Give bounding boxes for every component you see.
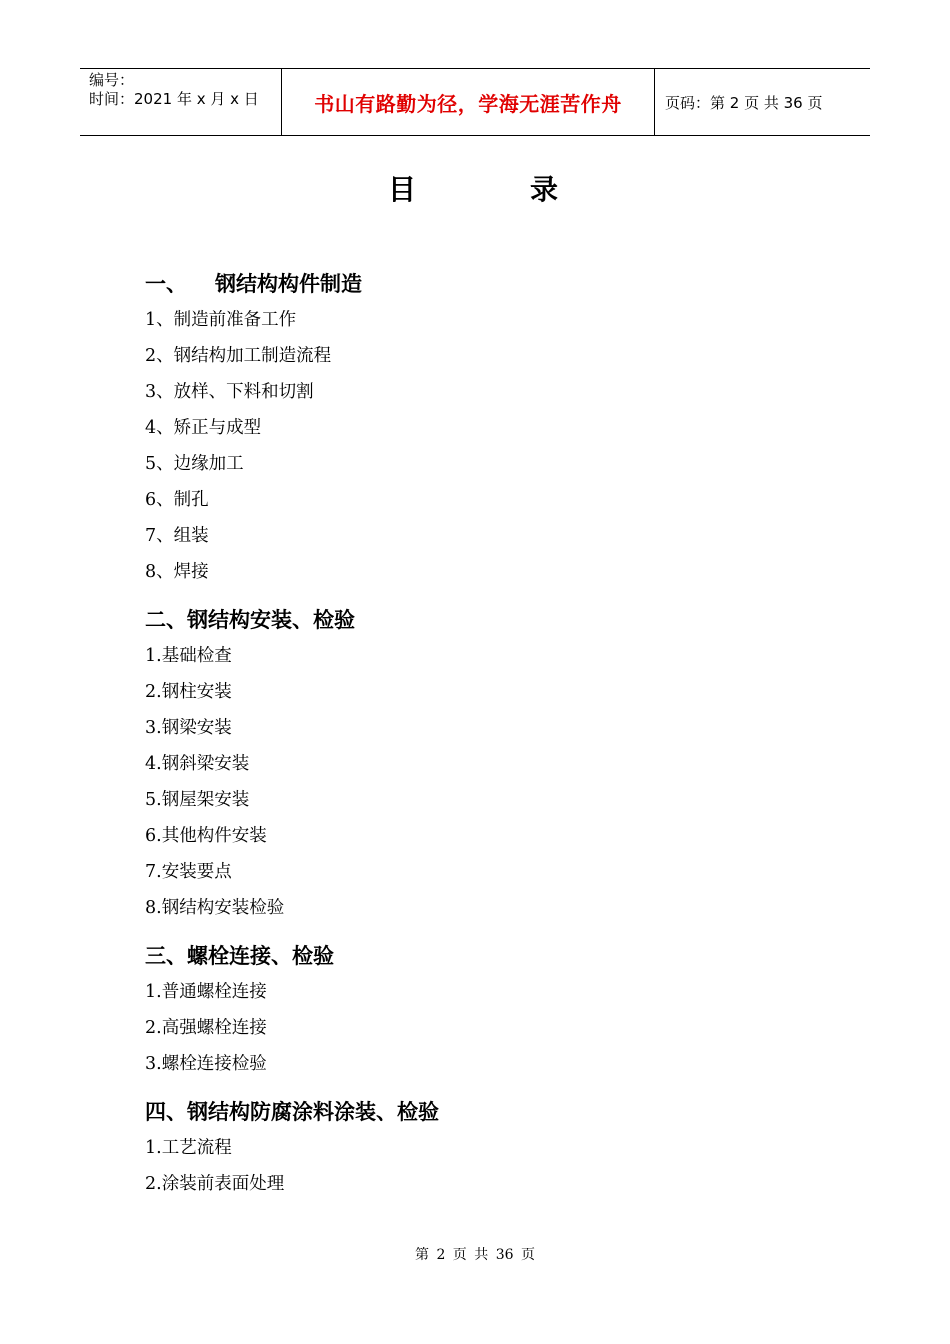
section-number: 二、 <box>145 608 187 632</box>
header-meta-cell <box>80 69 282 135</box>
toc-title-left: 目 <box>387 173 420 206</box>
toc-item[interactable]: 4、矫正与成型 <box>145 418 262 438</box>
section-title: 钢结构防腐涂料涂装、检验 <box>187 1100 439 1124</box>
toc-title <box>0 168 950 208</box>
section-title: 钢结构构件制造 <box>215 272 362 296</box>
toc-item[interactable]: 2.钢柱安装 <box>145 682 232 702</box>
toc-item[interactable]: 1、制造前准备工作 <box>145 310 297 330</box>
table-of-contents <box>145 266 845 1202</box>
toc-item[interactable]: 1.普通螺栓连接 <box>145 982 267 1002</box>
section-number: 三、 <box>145 944 187 968</box>
toc-item[interactable]: 3、放样、下料和切割 <box>145 382 314 402</box>
toc-item[interactable]: 1.工艺流程 <box>145 1138 232 1158</box>
section-title: 螺栓连接、检验 <box>187 944 334 968</box>
header-time-label: 时间：2021 年 x 月 x 日 <box>89 90 259 108</box>
toc-item[interactable]: 2.高强螺栓连接 <box>145 1018 267 1038</box>
header-motto: 书山有路勤为径，学海无涯苦作舟 <box>314 91 622 116</box>
toc-item[interactable]: 7、组装 <box>145 526 209 546</box>
toc-item[interactable]: 1.基础检查 <box>145 646 232 666</box>
toc-section-4[interactable] <box>145 1094 845 1130</box>
toc-title-right: 录 <box>530 173 563 206</box>
toc-item[interactable]: 5、边缘加工 <box>145 454 244 474</box>
header-motto-cell <box>282 69 655 135</box>
header-number-label: 编号： <box>89 71 135 89</box>
footer-page-number: 第 2 页 共 36 页 <box>415 1247 535 1263</box>
toc-item[interactable]: 6、制孔 <box>145 490 209 510</box>
toc-section-3[interactable] <box>145 938 845 974</box>
toc-item[interactable]: 2.涂装前表面处理 <box>145 1174 285 1194</box>
toc-item[interactable]: 3.钢梁安装 <box>145 718 232 738</box>
section-number: 一、 <box>145 272 187 296</box>
section-number: 四、 <box>145 1100 187 1124</box>
toc-section-2[interactable] <box>145 602 845 638</box>
document-header <box>80 68 870 136</box>
toc-item[interactable]: 2、钢结构加工制造流程 <box>145 346 332 366</box>
toc-section-1[interactable] <box>145 266 845 302</box>
toc-item[interactable]: 8、焊接 <box>145 562 209 582</box>
page-footer <box>0 1244 950 1264</box>
header-page-cell <box>655 69 870 135</box>
toc-item[interactable]: 8.钢结构安装检验 <box>145 898 285 918</box>
toc-item[interactable]: 3.螺栓连接检验 <box>145 1054 267 1074</box>
toc-item[interactable]: 6.其他构件安装 <box>145 826 267 846</box>
toc-item[interactable]: 7.安装要点 <box>145 862 232 882</box>
toc-item[interactable]: 4.钢斜梁安装 <box>145 754 250 774</box>
section-title: 钢结构安装、检验 <box>187 608 355 632</box>
toc-item[interactable]: 5.钢屋架安装 <box>145 790 250 810</box>
header-page-info: 页码：第 2 页 共 36 页 <box>665 93 823 112</box>
